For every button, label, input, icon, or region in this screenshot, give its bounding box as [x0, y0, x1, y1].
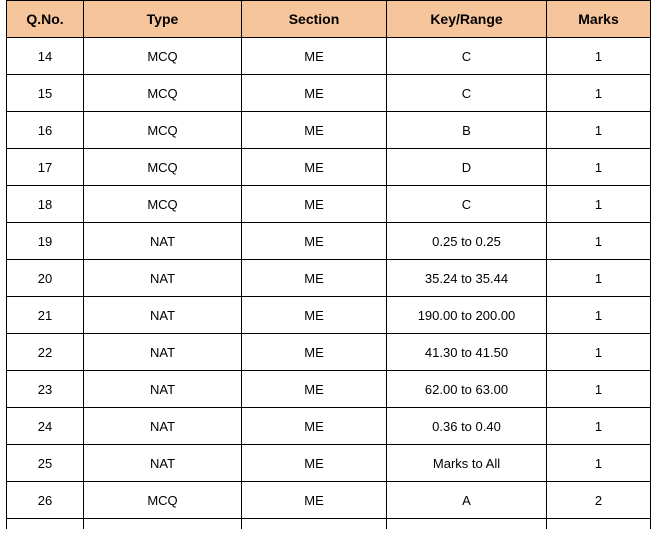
cell-type: NAT	[84, 260, 242, 297]
cell-qno: 21	[7, 297, 84, 334]
cell-section: ME	[242, 482, 387, 519]
cell-section: ME	[242, 149, 387, 186]
cell-section: ME	[242, 38, 387, 75]
table-header	[7, 1, 651, 38]
cell-type: MCQ	[84, 149, 242, 186]
cell-type: MCQ	[84, 186, 242, 223]
column-header-marks: Marks	[547, 1, 651, 38]
cell-section: ME	[242, 75, 387, 112]
cell-marks: 1	[547, 186, 651, 223]
table-row	[7, 371, 651, 408]
cell-empty	[387, 519, 547, 530]
cell-key-range: B	[387, 112, 547, 149]
cell-type: NAT	[84, 445, 242, 482]
cell-section: ME	[242, 297, 387, 334]
cell-key-range: C	[387, 75, 547, 112]
cell-marks: 1	[547, 149, 651, 186]
table-row	[7, 482, 651, 519]
cell-qno: 25	[7, 445, 84, 482]
cell-section: ME	[242, 112, 387, 149]
cell-empty	[84, 519, 242, 530]
cell-marks: 1	[547, 371, 651, 408]
cell-key-range: C	[387, 38, 547, 75]
cell-empty	[7, 519, 84, 530]
cell-qno: 19	[7, 223, 84, 260]
cell-empty	[547, 519, 651, 530]
table-row	[7, 112, 651, 149]
cell-qno: 26	[7, 482, 84, 519]
cell-marks: 2	[547, 482, 651, 519]
cell-key-range: Marks to All	[387, 445, 547, 482]
cell-qno: 20	[7, 260, 84, 297]
cell-key-range: 0.25 to 0.25	[387, 223, 547, 260]
cell-marks: 1	[547, 260, 651, 297]
column-header-qno: Q.No.	[7, 1, 84, 38]
cell-type: NAT	[84, 334, 242, 371]
table-body	[7, 38, 651, 530]
table-row	[7, 297, 651, 334]
cell-type: NAT	[84, 223, 242, 260]
cell-section: ME	[242, 408, 387, 445]
table-row	[7, 408, 651, 445]
cell-type: MCQ	[84, 75, 242, 112]
cell-key-range: 41.30 to 41.50	[387, 334, 547, 371]
cell-type: NAT	[84, 371, 242, 408]
cell-qno: 23	[7, 371, 84, 408]
cell-qno: 14	[7, 38, 84, 75]
column-header-section: Section	[242, 1, 387, 38]
table-row-partial	[7, 519, 651, 530]
cell-key-range: C	[387, 186, 547, 223]
cell-type: MCQ	[84, 38, 242, 75]
cell-marks: 1	[547, 223, 651, 260]
cell-section: ME	[242, 260, 387, 297]
cell-section: ME	[242, 445, 387, 482]
cell-empty	[242, 519, 387, 530]
cell-section: ME	[242, 186, 387, 223]
column-header-type: Type	[84, 1, 242, 38]
cell-marks: 1	[547, 38, 651, 75]
table-row	[7, 149, 651, 186]
cell-type: NAT	[84, 408, 242, 445]
cell-key-range: 35.24 to 35.44	[387, 260, 547, 297]
cell-key-range: D	[387, 149, 547, 186]
table-row	[7, 186, 651, 223]
table-row	[7, 260, 651, 297]
cell-type: MCQ	[84, 112, 242, 149]
cell-section: ME	[242, 223, 387, 260]
cell-qno: 16	[7, 112, 84, 149]
cell-marks: 1	[547, 445, 651, 482]
cell-qno: 15	[7, 75, 84, 112]
cell-marks: 1	[547, 334, 651, 371]
table-row	[7, 334, 651, 371]
table-row	[7, 445, 651, 482]
cell-marks: 1	[547, 112, 651, 149]
cell-section: ME	[242, 334, 387, 371]
answer-key-table	[6, 0, 651, 529]
cell-marks: 1	[547, 75, 651, 112]
header-row	[7, 1, 651, 38]
cell-qno: 22	[7, 334, 84, 371]
cell-type: MCQ	[84, 482, 242, 519]
cell-marks: 1	[547, 297, 651, 334]
table-row	[7, 75, 651, 112]
table-row	[7, 223, 651, 260]
cell-key-range: 0.36 to 0.40	[387, 408, 547, 445]
cell-marks: 1	[547, 408, 651, 445]
cell-key-range: A	[387, 482, 547, 519]
cell-qno: 24	[7, 408, 84, 445]
cell-qno: 17	[7, 149, 84, 186]
column-header-key-range: Key/Range	[387, 1, 547, 38]
table-row	[7, 38, 651, 75]
cell-key-range: 62.00 to 63.00	[387, 371, 547, 408]
cell-section: ME	[242, 371, 387, 408]
cell-qno: 18	[7, 186, 84, 223]
cell-type: NAT	[84, 297, 242, 334]
cell-key-range: 190.00 to 200.00	[387, 297, 547, 334]
